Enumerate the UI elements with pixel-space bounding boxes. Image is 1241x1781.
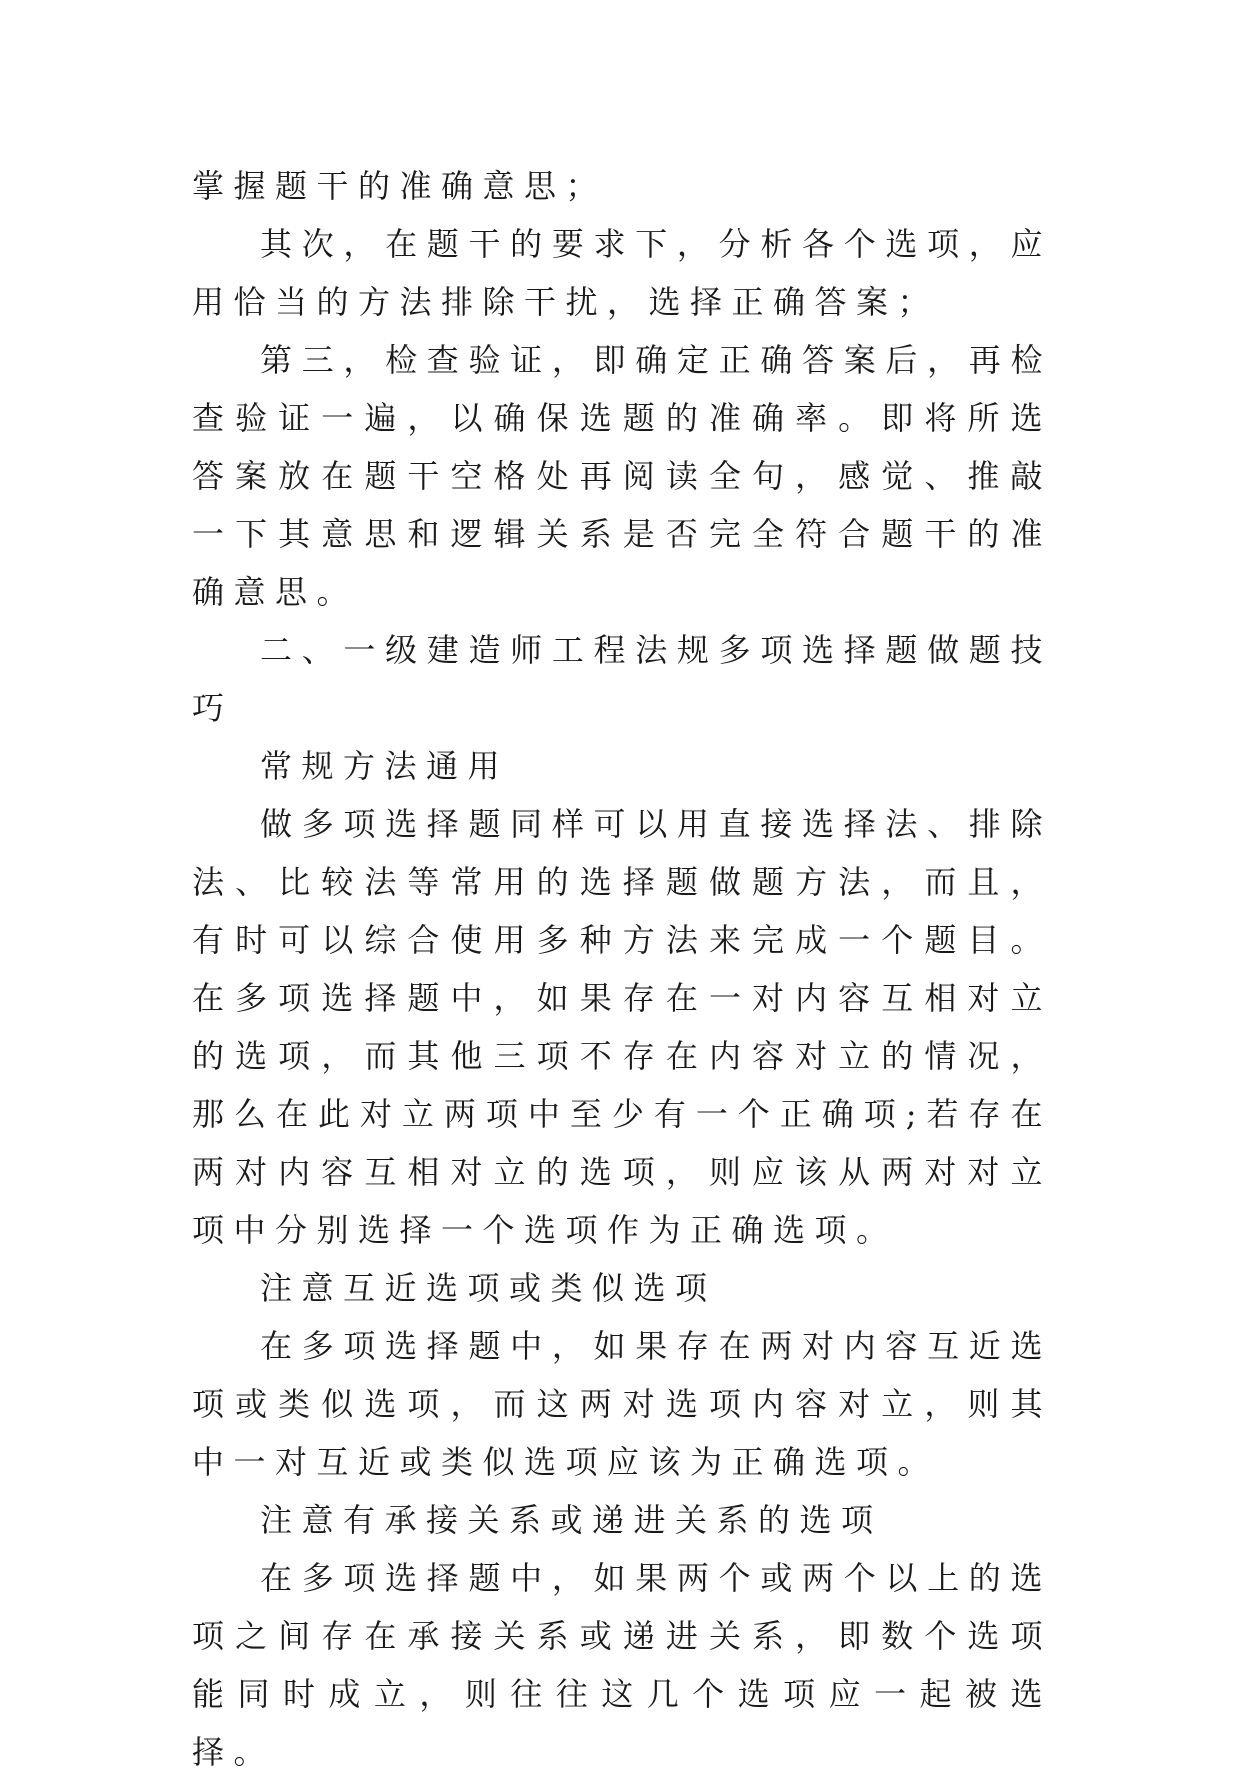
paragraph-similar-options: 在多项选择题中，如果存在两对内容互近选项或类似选项，而这两对选项内容对立，则其中一对互近或类似选项应该为正确选项。 xyxy=(192,1327,1052,1481)
subheading-similar-options: 注意互近选项或类似选项 xyxy=(260,1269,717,1307)
document-body xyxy=(192,157,1052,1781)
paragraph-1: 掌握题干的准确意思； xyxy=(192,167,608,205)
paragraph-progressive-options: 在多项选择题中，如果两个或两个以上的选项之间存在承接关系或递进关系，即数个选项能同时成立，则往往这几个选项应一起被选择。 xyxy=(192,1559,1052,1771)
subheading-progressive-options: 注意有承接关系或递进关系的选项 xyxy=(260,1501,883,1539)
paragraph-2: 其次，在题干的要求下，分析各个选项，应用恰当的方法排除干扰，选择正确答案； xyxy=(192,225,1052,321)
subheading-common-methods: 常规方法通用 xyxy=(260,747,510,785)
paragraph-3: 第三，检查验证，即确定正确答案后，再检查验证一遍，以确保选题的准确率。即将所选答案放在题干空格处再阅读全句，感觉、推敲一下其意思和逻辑关系是否完全符合题干的准确意思。 xyxy=(192,341,1052,611)
paragraph-common-methods: 做多项选择题同样可以用直接选择法、排除法、比较法等常用的选择题做题方法，而且，有时可以综合使用多种方法来完成一个题目。在多项选择题中，如果存在一对内容互相对立的选项，而其他三项不存在内容对立的情况，那么在此对立两项中至少有一个正确项;若存在两对内容互相对立的选项，则应该从两对对立项中分别选择一个选项作为正确选项。 xyxy=(192,805,1052,1249)
section-heading-multiple-choice: 二、一级建造师工程法规多项选择题做题技巧 xyxy=(192,631,1052,727)
